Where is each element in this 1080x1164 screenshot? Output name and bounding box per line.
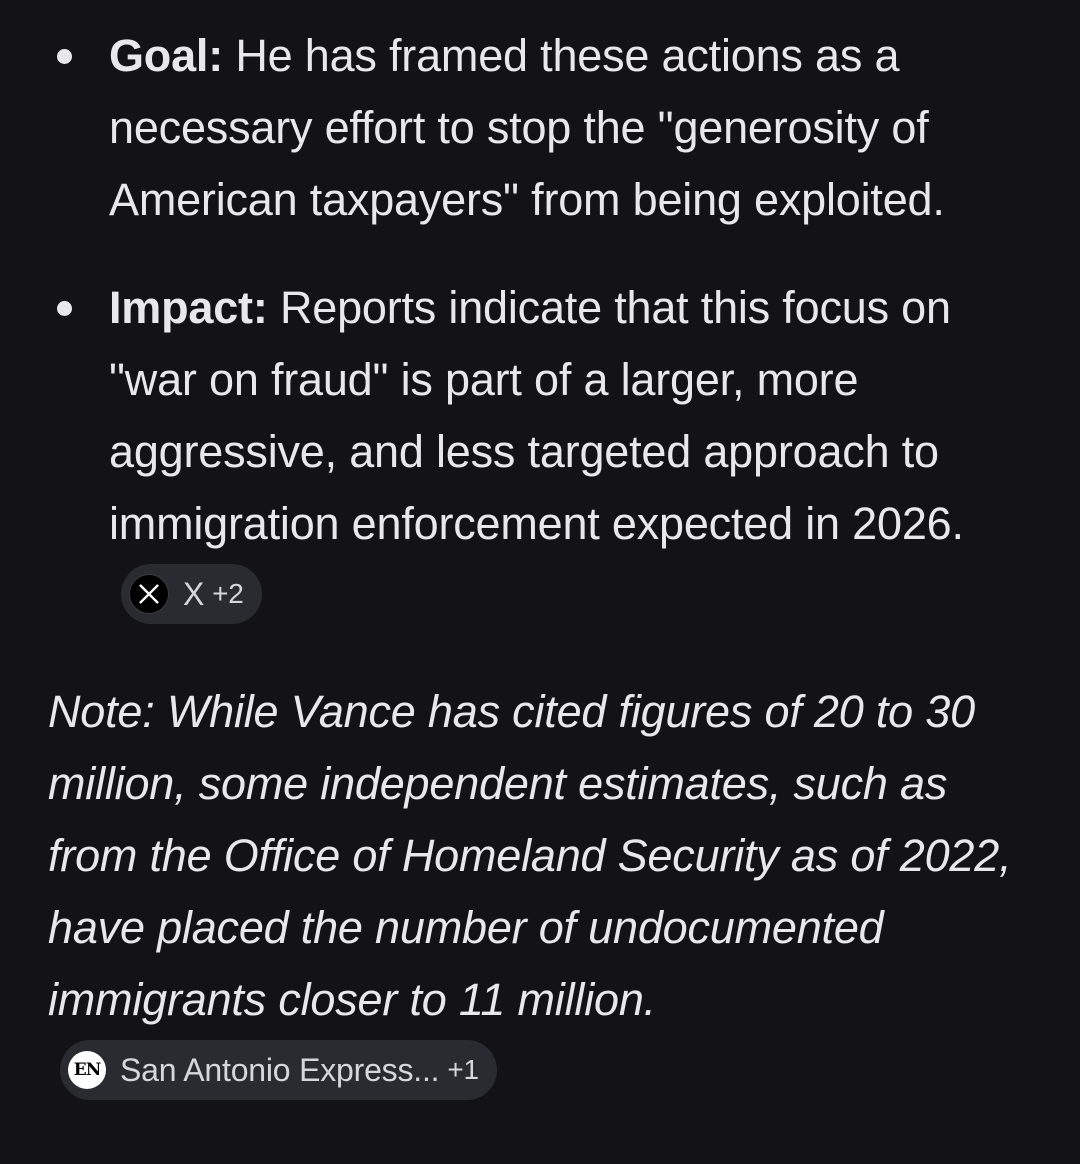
note-text: Note: While Vance has cited figures of 20 to 30 million, some independent estimates, such as from the Office of Homeland Security as of 2022, have placed the number of undocumented immigrants closer to 11 million.	[48, 686, 1012, 1025]
x-logo-icon	[129, 574, 169, 614]
bullet-label: Goal:	[109, 30, 224, 81]
response-content	[48, 20, 1038, 1108]
bullet-text: Reports indicate that this focus on "war on fraud" is part of a larger, more aggressive, and less targeted approach to immigration enforcement expected in 2026.	[109, 282, 964, 549]
citation-count: +1	[447, 1054, 479, 1086]
bullet-dot-icon	[57, 49, 72, 64]
note-paragraph	[48, 676, 1038, 1108]
bullet-label: Impact:	[109, 282, 268, 333]
citation-chip-express-news[interactable]	[60, 1040, 497, 1100]
citation-source: San Antonio Express...	[120, 1052, 440, 1089]
citation-chip-x[interactable]	[121, 564, 262, 624]
express-news-logo-icon: EN	[68, 1051, 106, 1089]
bullet-text: He has framed these actions as a necessary effort to stop the "generosity of American taxpayers" from being exploited.	[109, 30, 945, 225]
citation-count: +2	[212, 578, 244, 610]
bullet-goal	[48, 20, 1038, 236]
citation-source: X	[183, 576, 205, 613]
bullet-list	[48, 20, 1038, 632]
bullet-dot-icon	[57, 301, 72, 316]
bullet-impact	[48, 272, 1038, 632]
